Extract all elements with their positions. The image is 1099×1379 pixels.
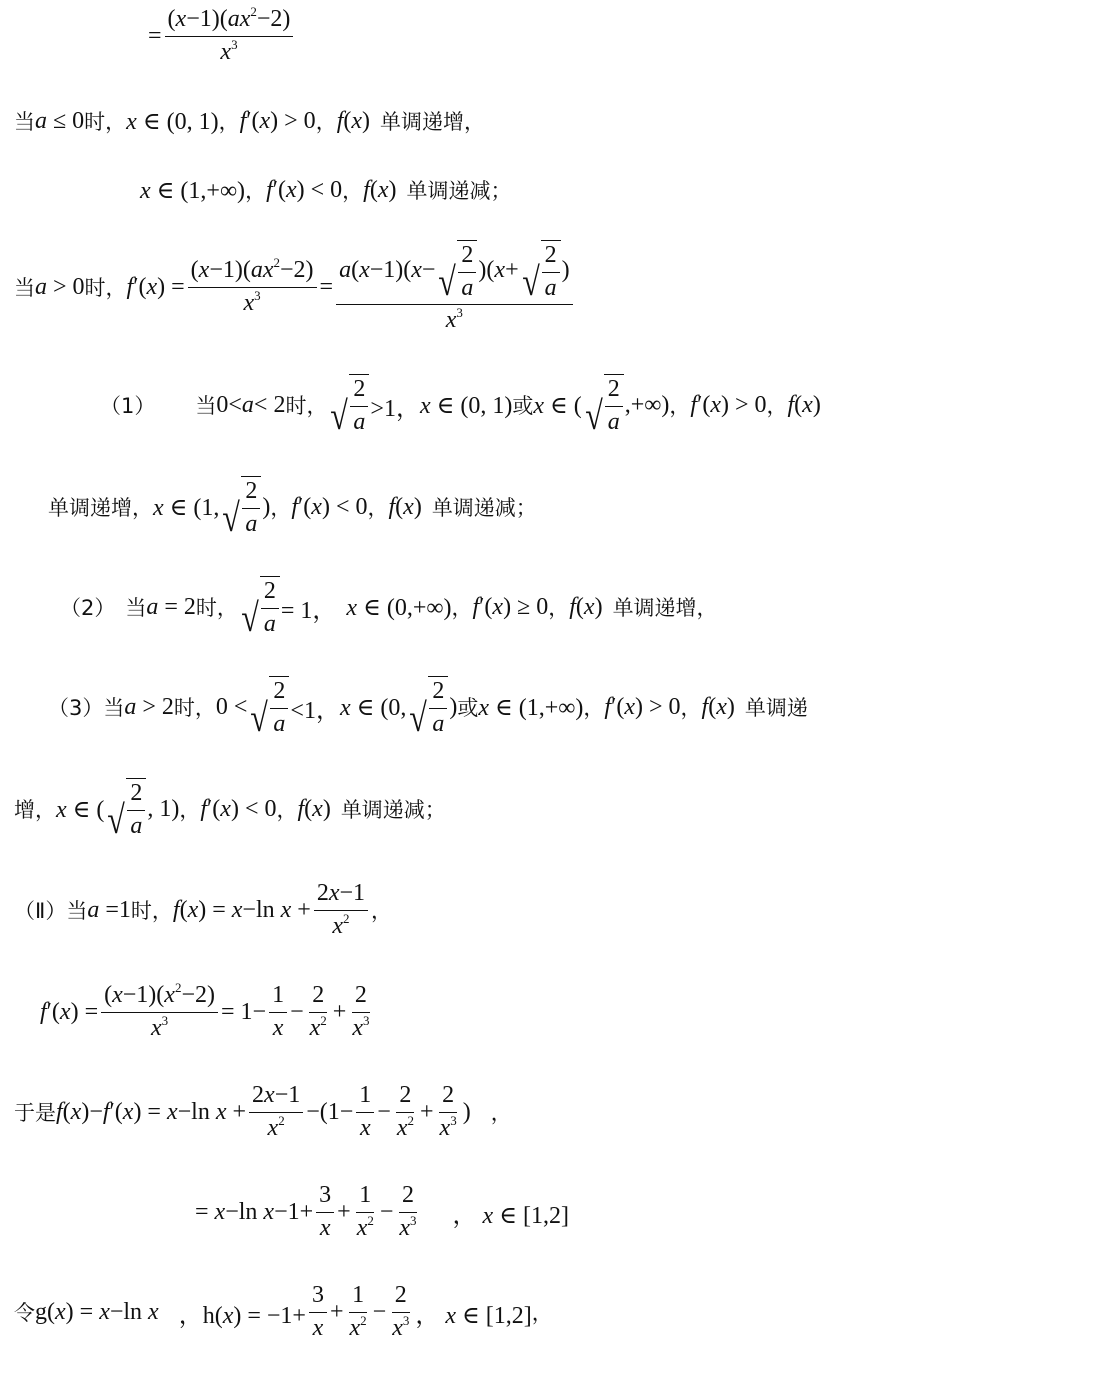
fraction: a ( x −1)( x − √ $\frac{2}{a}$ )( x + √ $\frac{2}{a}$ ) $x^3$ <box>336 240 572 335</box>
formula-line-1 <box>148 6 296 66</box>
part-label-II: （Ⅱ） <box>14 899 67 924</box>
text-shi: 时， <box>130 899 173 924</box>
comma: ， <box>315 110 337 134</box>
sqrt: √ $\frac{2}{a}$ <box>407 676 448 738</box>
comma: ， <box>669 394 691 419</box>
formula-line-10: （Ⅱ） 当 a =1 时， f(x) = x−ln x + $\frac{2x-1}{x^2}$ ， <box>14 880 393 939</box>
formula-line-5: （1） 当 0<a< 2 时， √ $\frac{2}{a}$ >1， x ∈ (0, 1) 或 x ∈ ( √ $\frac{2}{a}$ ,+∞) ， f′(x) > 0 ， f(x) <box>100 376 821 439</box>
item-label-2: （2） <box>60 596 116 621</box>
fraction: $\frac{2x-1}{x^2}$ <box>314 880 368 940</box>
fraction: $\frac{1}{x}$ <box>356 1082 374 1142</box>
text-shi: 时， <box>84 276 127 301</box>
fraction: $\frac{2}{x^3}$ <box>399 1182 417 1241</box>
text-or: 或 <box>457 696 479 721</box>
text-dang: 当 <box>66 899 88 924</box>
comma: ， <box>179 798 201 823</box>
fraction: $\frac{(x-1)(ax^2-2)}{x^3}$ <box>188 257 317 317</box>
fraction: $\frac{(x-1)(ax^2-2)}{x^3}$ <box>165 6 294 66</box>
comma: ， <box>218 110 240 134</box>
fraction: $\frac{1}{x^2}$ <box>356 1182 374 1241</box>
fraction: $\frac{2}{x^3}$ <box>352 982 370 1041</box>
formula-line-14: 令 g(x) = x−ln x ，h(x) = −1+ $\frac{3}{x}$ + $\frac{1}{x^2}$ − $\frac{2}{x^3}$ ， x ∈ [1,2] ， <box>14 1282 553 1341</box>
text-increasing-part: 单调递 <box>744 696 808 721</box>
text-shi: 时， <box>173 696 216 721</box>
text-dang: 当 <box>195 394 217 419</box>
text-increasing: 单调递增， <box>612 596 718 621</box>
text-increasing: 单调递增， <box>380 110 486 134</box>
formula-line-13: = x−ln x−1+ $\frac{3}{x}$ + $\frac{1}{x^2}$ − $\frac{2}{x^3}$ ， x ∈ [1,2] <box>195 1182 569 1241</box>
fraction: $\frac{3}{x}$ <box>309 1282 327 1342</box>
text-dang: 当 <box>125 596 147 621</box>
text-or: 或 <box>512 394 534 419</box>
text-shi: 时， <box>285 394 328 419</box>
sqrt: √ $\frac{2}{a}$ <box>520 240 561 302</box>
comma: ， <box>276 798 298 823</box>
formula-line-4: 当 a > 0 时， f′(x) = $\frac{(x-1)(ax^2-2)}{x^3}$ = a ( x −1)( x − √ $\frac{2}{a}$ )( x + √ $\frac{2}{a}$ ) $x^3$ <box>14 240 576 335</box>
text-increasing: 单调递增， <box>48 496 153 521</box>
formula-line-12: 于是 f(x)−f′(x) = x−ln x + $\frac{2x-1}{x^2}$ −(1− $\frac{1}{x}$ − $\frac{2}{x^2}$ + $\frac{2}{x^3}$ ) ， <box>14 1082 512 1141</box>
comma: ， <box>548 596 570 621</box>
text-ling: 令 <box>14 1301 35 1326</box>
item-label-1: （1） <box>100 394 156 419</box>
text-decreasing: 单调递减； <box>340 798 446 823</box>
text-shi: 时， <box>84 110 127 134</box>
sqrt: √ $\frac{2}{a}$ <box>328 374 369 436</box>
fraction: $\frac{2}{x^2}$ <box>309 982 327 1041</box>
equals-sign: = <box>148 22 162 49</box>
sqrt: √ $\frac{2}{a}$ <box>105 778 146 840</box>
comma: ， <box>371 899 393 924</box>
formula-line-9: 增， x ∈ ( √ $\frac{2}{a}$ , 1) ， f′(x) < 0 ， f(x) 单调递减； <box>14 780 446 843</box>
formula-line-8: （3） 当 a > 2 时， 0 < √ $\frac{2}{a}$ <1， x ∈ (0, √ $\frac{2}{a}$ ) 或 x ∈ (1,+∞) ， f′(x) > 0 ， f(x) 单调递 <box>48 678 808 741</box>
fraction: $\frac{2}{x^3}$ <box>439 1082 457 1141</box>
fraction: $\frac{2x-1}{x^2}$ <box>249 1082 303 1142</box>
text-dang: 当 <box>14 276 35 301</box>
comma: ， <box>680 696 702 721</box>
comma: ， <box>367 496 389 521</box>
formula-line-6: 单调递增， x ∈ (1, √ $\frac{2}{a}$ ) ， f′(x) < 0 ， f(x) 单调递减； <box>48 478 537 541</box>
text-decreasing: 单调递减； <box>431 496 537 521</box>
formula-line-7: （2） 当 a = 2 时， √ $\frac{2}{a}$ = 1， x ∈ (0,+∞) ， f′(x) ≥ 0 ， f(x) 单调递增， <box>60 578 718 641</box>
fraction: $\frac{1}{x}$ <box>269 982 287 1042</box>
comma: ， <box>531 1301 553 1326</box>
formula-line-11: f′(x) = $\frac{(x-1)(x^2-2)}{x^3}$ = 1− $\frac{1}{x}$ − $\frac{2}{x^2}$ + $\frac{2}{x^3}$ <box>40 982 375 1042</box>
sqrt: √ $\frac{2}{a}$ <box>583 374 624 436</box>
comma: ， <box>766 394 788 419</box>
text-yushi: 于是 <box>14 1101 56 1126</box>
comma: ， <box>270 496 292 521</box>
item-label-3: （3） <box>48 696 104 721</box>
comma: ， <box>342 179 364 203</box>
sqrt: √ $\frac{2}{a}$ <box>220 476 261 538</box>
sqrt: √ $\frac{2}{a}$ <box>436 240 477 302</box>
text-increasing-end: 增， <box>14 798 56 823</box>
sqrt: √ $\frac{2}{a}$ <box>248 676 289 738</box>
fraction: $\frac{1}{x^2}$ <box>349 1282 367 1341</box>
comma: ， <box>245 179 267 203</box>
formula-line-2: 当 a ≤ 0 时， x ∈ (0, 1) ， f′(x) > 0 ， f(x) 单调递增， <box>14 107 486 135</box>
fraction: $\frac{2}{x^2}$ <box>396 1082 414 1141</box>
text-dang: 当 <box>14 110 35 134</box>
text-shi: 时， <box>195 596 238 621</box>
fraction: $\frac{(x-1)(x^2-2)}{x^3}$ <box>101 982 218 1042</box>
comma: ， <box>451 596 473 621</box>
text-decreasing: 单调递减； <box>406 179 512 203</box>
comma: ， <box>583 696 605 721</box>
sqrt: √ $\frac{2}{a}$ <box>239 576 280 638</box>
fraction: $\frac{2}{x^3}$ <box>392 1282 410 1341</box>
text-dang: 当 <box>103 696 125 721</box>
formula-line-3: x ∈ (1,+∞) ， f′(x) < 0 ， f(x) 单调递减； <box>140 176 512 204</box>
fraction: $\frac{3}{x}$ <box>316 1182 334 1242</box>
comma: ， <box>490 1101 512 1126</box>
